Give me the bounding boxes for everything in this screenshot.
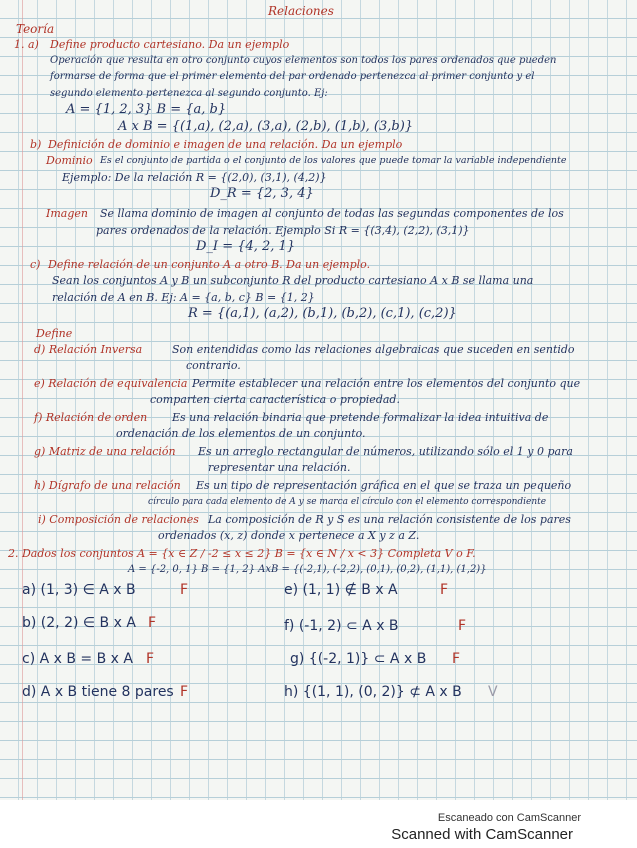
definition-text: círculo para cada elemento de A y se marca el círculo con el elemento correspondiente	[148, 497, 547, 507]
definition-text: ordenados (x, z) donde x pertenece a X y z a Z.	[158, 529, 420, 542]
q1b-image-result: D_I = {4, 2, 1}	[196, 239, 296, 254]
q1b-label: b)	[30, 138, 42, 151]
definition-term: f) Relación de orden	[34, 411, 148, 424]
q1b-question: Definición de dominio e imagen de una relación. Da un ejemplo	[48, 138, 403, 151]
q2-answer-f: F	[458, 618, 467, 634]
q1c-answer-line: Sean los conjuntos A y B un subconjunto R del producto cartesiano A x B se llama una	[52, 274, 534, 287]
q1c-relation-example: R = {(a,1), (a,2), (b,1), (b,2), (c,1), (c,2)}	[188, 306, 457, 321]
scanner-watermark-small	[0, 812, 637, 824]
page-title: Relaciones	[268, 4, 334, 18]
definition-text: Es un tipo de representación gráfica en el que se traza un pequeño	[196, 479, 572, 492]
definition-text: representar una relación.	[208, 461, 351, 474]
section-heading: Teoría	[16, 22, 55, 36]
definition-text: Son entendidas como las relaciones algebraicas que suceden en sentido	[172, 343, 575, 356]
q1c-question: Define relación de un conjunto A a otro B. Da un ejemplo.	[48, 258, 371, 271]
q2-item-d: d) A x B tiene 8 pares	[22, 684, 174, 700]
q1a-sets: A = {1, 2, 3} B = {a, b}	[66, 102, 227, 117]
q2-answer-h: V	[488, 684, 498, 700]
q1b-domain-text: Es el conjunto de partida o el conjunto de los valores que puede tomar la variable independiente	[100, 155, 567, 166]
q2-item-g: g) {(-2, 1)} ⊂ A x B	[290, 651, 427, 667]
define-heading: Define	[36, 327, 73, 340]
q1b-image-label: Imagen	[46, 207, 88, 220]
q2-answer-g: F	[452, 651, 461, 667]
definition-term: e) Relación de equivalencia	[34, 377, 188, 390]
definition-term: i) Composición de relaciones	[38, 513, 199, 526]
definition-term: g) Matriz de una relación	[34, 445, 176, 458]
q2-sets: A = {-2, 0, 1} B = {1, 2} AxB = {(-2,1), (-2,2), (0,1), (0,2), (1,1), (1,2)}	[128, 564, 487, 575]
q2-prompt: 2. Dados los conjuntos A = {x ∈ Z / -2 ≤ x ≤ 2} B = {x ∈ N / x < 3} Completa V o F.	[8, 547, 476, 560]
definition-text: La composición de R y S es una relación consistente de los pares	[208, 513, 571, 526]
q1a-answer-line: formarse de forma que el primer elemento del par ordenado pertenezca al primer conjunto y el	[50, 71, 535, 82]
q2-answer-d: F	[180, 684, 189, 700]
q1a-question: Define producto cartesiano. Da un ejemplo	[50, 38, 290, 51]
q2-item-c: c) A x B = B x A	[22, 651, 133, 667]
definition-text: ordenación de los elementos de un conjunto.	[116, 427, 366, 440]
scanner-watermark-small-text: Escaneado con CamScanner	[437, 812, 581, 824]
q2-item-a: a) (1, 3) ∈ A x B	[22, 582, 136, 598]
q2-item-h: h) {(1, 1), (0, 2)} ⊄ A x B	[284, 684, 462, 700]
margin-line	[22, 0, 23, 800]
definition-text: Es un arreglo rectangular de números, utilizando sólo el 1 y 0 para	[198, 445, 573, 458]
q2-item-f: f) (-1, 2) ⊂ A x B	[284, 618, 399, 634]
scanner-watermark-large	[0, 826, 637, 843]
q1b-image-text: Se llama dominio de imagen al conjunto de todas las segundas componentes de los	[100, 207, 564, 220]
q1a-answer-line: Operación que resulta en otro conjunto cuyos elementos son todos los pares ordenados que pueden	[50, 55, 557, 66]
definition-term: d) Relación Inversa	[34, 343, 143, 356]
q2-answer-e: F	[440, 582, 449, 598]
scanner-watermark-large-text: Scanned with CamScanner	[391, 826, 573, 843]
definition-text: Permite establecer una relación entre los elementos del conjunto que	[192, 377, 581, 390]
definition-text: contrario.	[186, 359, 241, 372]
definition-term: h) Dígrafo de una relación	[34, 479, 181, 492]
q1b-image-example: pares ordenados de la relación. Ejemplo Si R = {(3,4), (2,2), (3,1)}	[96, 224, 470, 237]
q1c-answer-line: relación de A en B. Ej: A = {a, b, c} B = {1, 2}	[52, 291, 315, 304]
q2-answer-b: F	[148, 615, 157, 631]
q1a-label: 1. a)	[14, 38, 39, 51]
q1b-domain-example: Ejemplo: De la relación R = {(2,0), (3,1), (4,2)}	[62, 171, 327, 184]
q1a-cartesian-product: A x B = {(1,a), (2,a), (3,a), (2,b), (1,b), (3,b)}	[118, 119, 414, 134]
q2-item-e: e) (1, 1) ∉ B x A	[284, 582, 398, 598]
q2-answer-c: F	[146, 651, 155, 667]
q2-item-b: b) (2, 2) ∈ B x A	[22, 615, 136, 631]
definition-text: comparten cierta característica o propiedad.	[150, 393, 400, 406]
q1a-answer-line: segundo elemento pertenezca al segundo conjunto. Ej:	[50, 88, 328, 99]
q1c-label: c)	[30, 258, 41, 271]
q1b-domain-result: D_R = {2, 3, 4}	[210, 186, 314, 201]
q2-answer-a: F	[180, 582, 189, 598]
definition-text: Es una relación binaria que pretende formalizar la idea intuitiva de	[172, 411, 549, 424]
q1b-domain-label: Dominio	[46, 154, 93, 167]
